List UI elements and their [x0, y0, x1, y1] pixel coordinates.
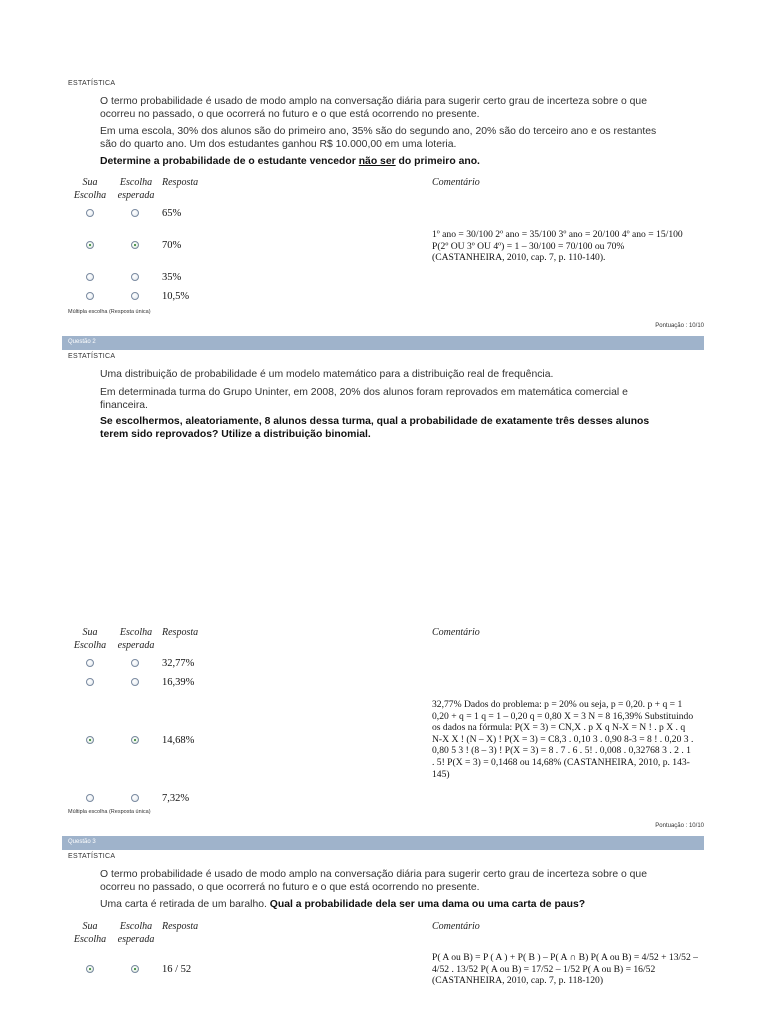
q1-header-your-choice: Sua Escolha [73, 177, 107, 201]
q1-header-comment: Comentário [432, 177, 480, 188]
q1-question-part1: Determine a probabilidade de o estudante vencedor [100, 156, 359, 167]
q2-score: Pontuação : 10/10 [655, 823, 704, 829]
q2-option-2-your-radio[interactable] [86, 678, 94, 686]
q1-option-2-label: 70% [162, 240, 182, 251]
q2-option-2-expected-radio [131, 678, 139, 686]
q2-comment: 32,77% Dados do problema: p = 20% ou seja, p = 0,20. p + q = 1 0,20 + q = 1 q = 1 – 0,20 q = 0,80 X = 3 N = 8 16,39% Substituindo os dados na fórmula: P(X = 3) = CN,X . p X q N-X = N ! . p X . q N-X X ! (N – X) ! P(X = 3) = C8,3 . 0,10 3 . 0,90 8-3 = 8 ! . 0,20 3 . 0,80 5 3 ! (8 – 3) ! P(X = 3) = 8 . 7 . 6 . 5! . 0,008 . 0,32768 3 . 2 . 1 . 5! P(X = 3) = 0,1468 ou 14,68% (CASTANHEIRA, 2010, p. 143-145) [432, 699, 694, 780]
q2-question: Se escolhermos, aleatoriamente, 8 alunos dessa turma, qual a probabilidade de exatamente três desses alunos terem sido reprovados? Utilize a distribuição binomial. [100, 416, 650, 440]
q2-option-3-expected-radio [131, 736, 139, 744]
q1-option-2-expected-radio [131, 241, 139, 249]
q1-question [100, 156, 670, 169]
q3-comment: P( A ou B) = P ( A ) + P( B ) – P( A ∩ B) P( A ou B) = 4/52 + 13/52 – 4/52 . 13/52 P( A ou B) = 17/52 – 1/52 P( A ou B) = 16/52 (CASTANHEIRA, 2010, cap. 7, p. 118-120) [432, 952, 698, 987]
q1-question-underlined: não ser [358, 156, 396, 167]
q1-header-expected: Escolha esperada [117, 177, 155, 201]
q2-header-comment: Comentário [432, 627, 480, 638]
q1-option-4-expected-radio [131, 292, 139, 300]
q3-question-plain: Uma carta é retirada de um baralho. [100, 899, 270, 910]
q1-score: Pontuação : 10/10 [655, 323, 704, 329]
q1-question-type: Múltipla escolha (Resposta única) [68, 309, 151, 315]
q2-option-4-label: 7,32% [162, 793, 190, 804]
q3-category: ESTATÍSTICA [68, 853, 116, 860]
q3-header-answer: Resposta [162, 921, 199, 932]
q1-header-answer: Resposta [162, 177, 199, 188]
q2-question-type: Múltipla escolha (Resposta única) [68, 809, 151, 815]
q2-option-4-expected-radio [131, 794, 139, 802]
q3-question-bold: Qual a probabilidade dela ser uma dama ou uma carta de paus? [269, 899, 586, 910]
q2-header-expected: Escolha esperada [117, 627, 155, 651]
q2-option-2-label: 16,39% [162, 677, 195, 688]
q1-option-2-your-radio[interactable] [86, 241, 94, 249]
q1-option-4-label: 10,5% [162, 291, 190, 302]
q2-bar-label: Questão 2 [68, 339, 96, 345]
q1-question-part2: do primeiro ano. [395, 156, 480, 167]
q1-category: ESTATÍSTICA [68, 80, 116, 87]
q1-option-4-your-radio[interactable] [86, 292, 94, 300]
q3-header-your-choice: Sua Escolha [73, 921, 107, 945]
q2-header-bar [62, 336, 704, 350]
q3-option-1-label: 16 / 52 [162, 964, 192, 975]
q2-option-1-expected-radio [131, 659, 139, 667]
q1-intro: O termo probabilidade é usado de modo amplo na conversação diária para sugerir certo grau de incerteza sobre o que ocorreu no passado, o que ocorrerá no futuro e o que está ocorrendo no presente. [100, 96, 647, 120]
q1-context: Em uma escola, 30% dos alunos são do primeiro ano, 35% são do segundo ano, 20% são do terceiro ano e os restantes são do quarto ano. Um dos estudantes ganhou R$ 10.000,00 em uma loteria. [100, 126, 657, 150]
q3-option-1-your-radio[interactable] [86, 965, 94, 973]
q2-option-1-your-radio[interactable] [86, 659, 94, 667]
q2-option-3-label: 14,68% [162, 735, 195, 746]
q3-header-comment: Comentário [432, 921, 480, 932]
q2-category: ESTATÍSTICA [68, 353, 116, 360]
q2-context: Em determinada turma do Grupo Uninter, em 2008, 20% dos alunos foram reprovados em matemática comercial e financeira. [100, 387, 628, 411]
q3-intro: O termo probabilidade é usado de modo amplo na conversação diária para sugerir certo grau de incerteza sobre o que ocorreu no passado, o que ocorrerá no futuro e o que está ocorrendo no presente. [100, 869, 647, 893]
q2-header-answer: Resposta [162, 627, 199, 638]
q3-question [100, 899, 670, 912]
q2-option-4-your-radio[interactable] [86, 794, 94, 802]
q1-option-3-your-radio[interactable] [86, 273, 94, 281]
q3-header-bar [62, 836, 704, 850]
q1-option-1-your-radio[interactable] [86, 209, 94, 217]
q2-option-3-your-radio[interactable] [86, 736, 94, 744]
q1-option-1-expected-radio [131, 209, 139, 217]
q3-header-expected: Escolha esperada [117, 921, 155, 945]
q1-option-3-label: 35% [162, 272, 182, 283]
q1-option-3-expected-radio [131, 273, 139, 281]
q1-comment: 1º ano = 30/100 2º ano = 35/100 3º ano = 20/100 4º ano = 15/100 P(2º OU 3º OU 4º) = 1 – 30/100 = 70/100 ou 70% (CASTANHEIRA, 2010, cap. 7, p. 110-140). [432, 229, 683, 264]
q2-option-1-label: 32,77% [162, 658, 195, 669]
q3-bar-label: Questão 3 [68, 839, 96, 845]
q1-option-1-label: 65% [162, 208, 182, 219]
q2-header-your-choice: Sua Escolha [73, 627, 107, 651]
q3-option-1-expected-radio [131, 965, 139, 973]
q2-intro: Uma distribuição de probabilidade é um modelo matemático para a distribuição real de frequência. [100, 369, 554, 380]
